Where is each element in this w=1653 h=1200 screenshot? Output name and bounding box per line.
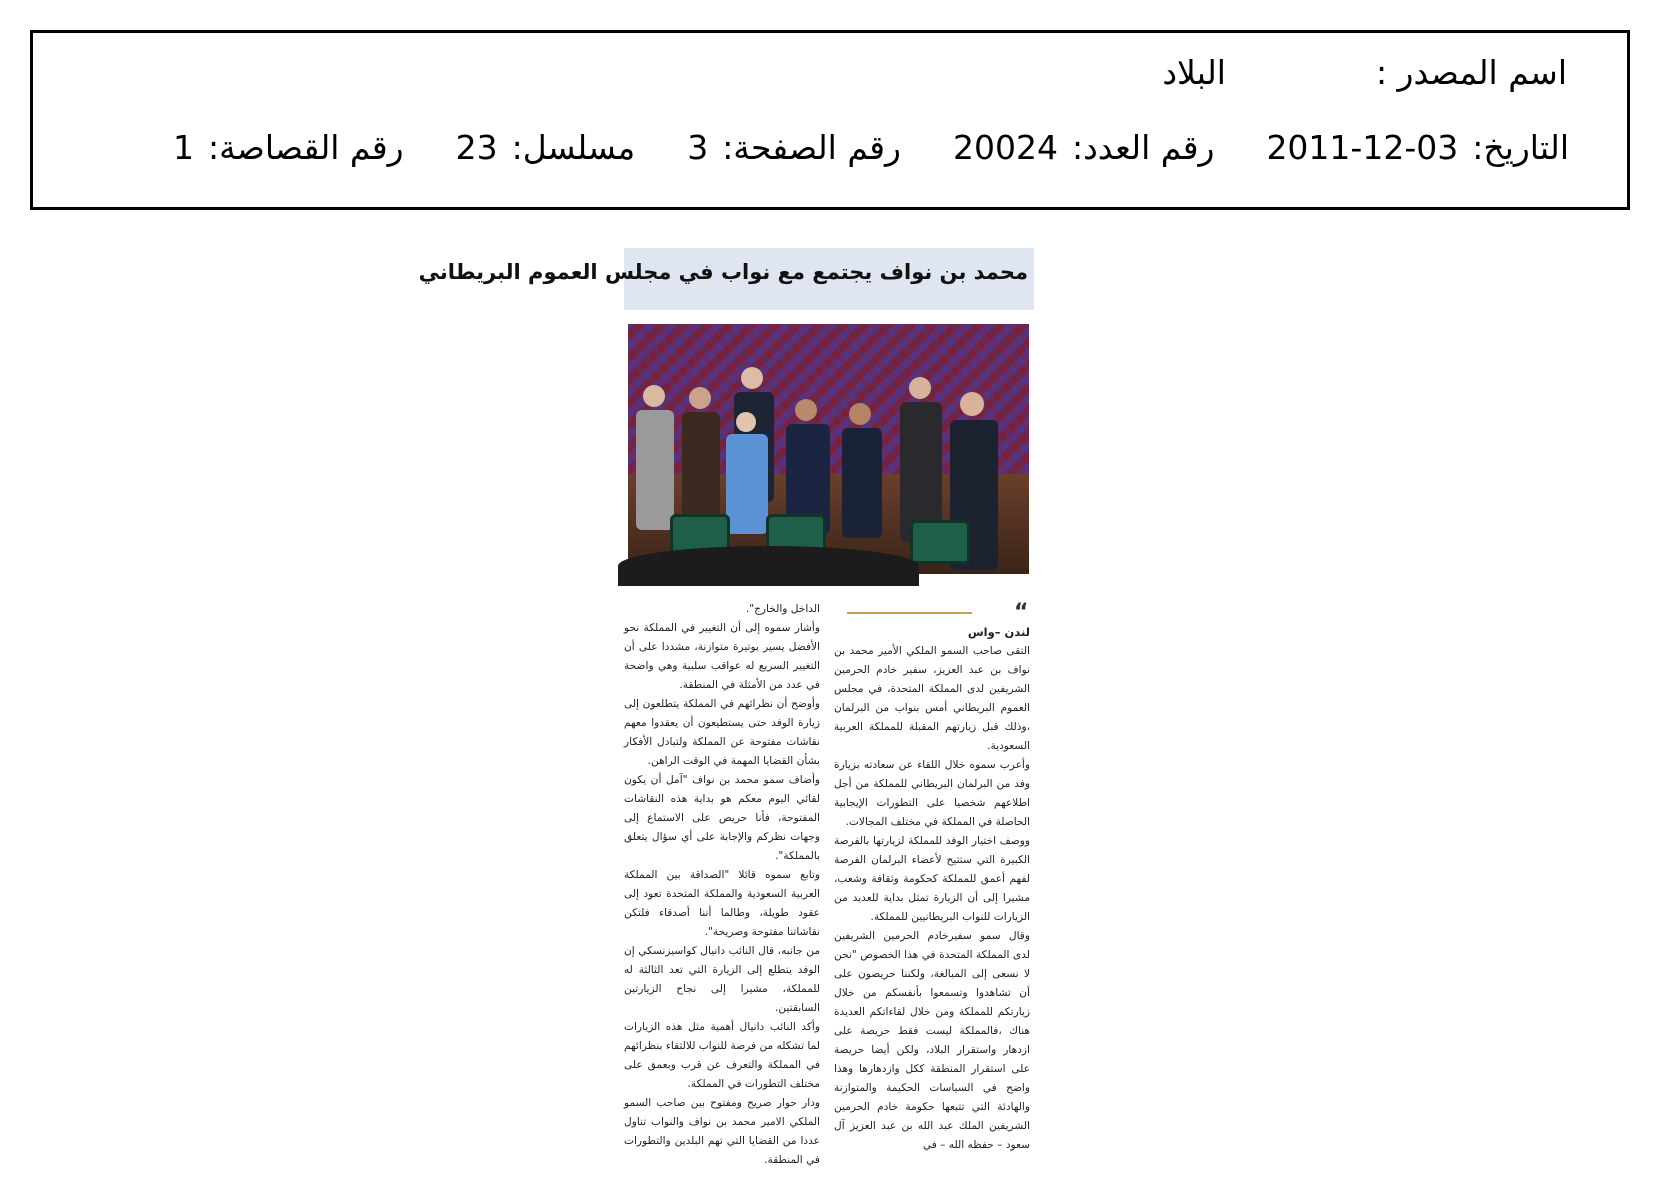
clip-number-value: 1 — [173, 128, 194, 167]
headline-band — [418, 248, 1034, 310]
clip-number-field — [173, 128, 404, 167]
source-row — [1162, 53, 1567, 92]
article-paragraph: وتابع سموه قائلا "الصداقة بين المملكة العربية السعودية والمملكة المتحدة تعود إلى عقود طويلة، وطالما أننا أصدقاء فلتكن نقاشاتنا مفتوحة وصريحة". — [624, 869, 820, 938]
page-field — [687, 128, 901, 167]
article-photo — [628, 324, 1029, 574]
serial-label: مسلسل: — [511, 128, 636, 167]
article-paragraph: من جانبه، قال النائب دانيال كواسيزنسكي إن الوفد يتطلع إلى الزيارة التي تعد الثالثة له للمملكة، مشيرا إلى نجاح الزيارتين السابقتين. — [624, 945, 820, 1014]
quote-mark: “ — [1014, 600, 1029, 625]
page-value: 3 — [687, 128, 709, 167]
article-column-right — [834, 600, 1030, 1155]
article-paragraph: وأكد النائب دانيال أهمية مثل هذه الزيارات لما تشكله من فرصة للنواب للالتقاء بنظرائهم في المملكة والتعرف عن قرب وبعمق على مختلف التطورات في المملكة. — [624, 1021, 820, 1090]
article-paragraph: وقال سمو سفيرخادم الحرمين الشريفين لدى المملكة المتحدة في هذا الخصوص "نحن لا نسعى إلى المبالغة، ولكننا حريصون على أن تشاهدوا وتسمعوا بأنفسكم من خلال زيارتكم للمملكة ومن خلال لقاءاتكم العديدة هناك ،فالمملكة ليست فقط حريصة على ازدهار واستقرار البلاد، ولكن أيضا حريصة على استقرار المنطقة ككل وازدهارها وهذا واضح في السياسات الحكيمة والمتوازنة والهادئة التي تتبعها حكومة خادم الحرمين الشريفين الملك عبد الله بن عبد العزيز آل سعود – حفظه الله – في — [834, 930, 1030, 1151]
date-field — [1266, 128, 1569, 167]
clipping-metadata-box — [30, 30, 1630, 210]
newspaper-clipping — [418, 248, 1034, 1183]
clip-number-label: رقم القصاصة: — [208, 128, 404, 167]
article-paragraph: التقى صاحب السمو الملكي الأمير محمد بن نواف بن عبد العزيز، سفير خادم الحرمين الشريفين لدى المملكة المتحدة، في مجلس العموم البريطاني أمس بنواب من البرلمان ،وذلك قبل زيارتهم المقبلة للمملكة العربية السعودية. — [834, 645, 1030, 752]
article-paragraph: ووصف اختيار الوفد للمملكة لزيارتها بالفرصة الكبيرة التي ستتيح لأعضاء البرلمان الفرصة لفهم أعمق للمملكة كحكومة وثقافة وشعب، مشيرا إلى أن الزيارة تمثل بداية للعديد من الزيارات للنواب البريطانيين للمملكة. — [834, 835, 1030, 923]
date-label: التاريخ: — [1472, 128, 1569, 167]
article-paragraph: ودار حوار صريح ومفتوح بين صاحب السمو الملكي الامير محمد بن نواف والنواب تناول عددا من القضايا التي تهم البلدين والتطورات في المنطقة. — [624, 1097, 820, 1166]
issue-field — [953, 128, 1214, 167]
article-paragraph: وأعرب سموه خلال اللقاء عن سعادته بزيارة وفد من البرلمان البريطاني للمملكة من أجل اطلاعهم شخصيا على التطورات الإيجابية الحاصلة في المملكة في مختلف المجالات. — [834, 759, 1030, 828]
article-paragraph: وأوضح أن نظرائهم في المملكة يتطلعون إلى زيارة الوفد حتى يستطيعون أن يعقدوا معهم نقاشات مفتوحة عن المملكة ولتبادل الأفكار بشأن القضايا المهمة في الوقت الراهن. — [624, 698, 820, 767]
serial-value: 23 — [455, 128, 498, 167]
person-figure — [682, 387, 720, 522]
article-column-left — [624, 600, 820, 1170]
page-label: رقم الصفحة: — [722, 128, 901, 167]
source-value: البلاد — [1162, 53, 1226, 92]
date-value: 2011-12-03 — [1266, 128, 1459, 167]
article-headline: محمد بن نواف يجتمع مع نواب في مجلس العموم البريطاني — [418, 260, 1028, 284]
source-label: اسم المصدر : — [1375, 53, 1567, 92]
serial-field — [456, 128, 636, 167]
photo-chair — [910, 520, 970, 564]
details-row — [173, 128, 1569, 167]
issue-value: 20024 — [953, 128, 1058, 167]
person-figure — [842, 403, 882, 538]
article-paragraph: وأشار سموه إلى أن التغيير في المملكة نحو الأفضل يسير بوتيرة متوازنة، مشددا على أن التغيير السريع له عواقب سلبية وهي واضحة في عدد من الأمثلة في المنطقة. — [624, 622, 820, 691]
article-paragraph: الداخل والخارج". — [745, 603, 820, 615]
person-figure — [636, 385, 674, 530]
photo-table — [618, 546, 919, 586]
person-figure — [900, 377, 942, 542]
article-dateline: لندن –واس — [967, 625, 1030, 639]
issue-label: رقم العدد: — [1071, 128, 1215, 167]
article-paragraph: وأضاف سمو محمد بن نواف "آمل أن يكون لقائي اليوم معكم هو بداية هذه النقاشات المفتوحة، فأنا حريص على الاستماع إلى وجهات نظركم والإجابة على أي سؤال يتعلق بالمملكة". — [624, 774, 820, 862]
